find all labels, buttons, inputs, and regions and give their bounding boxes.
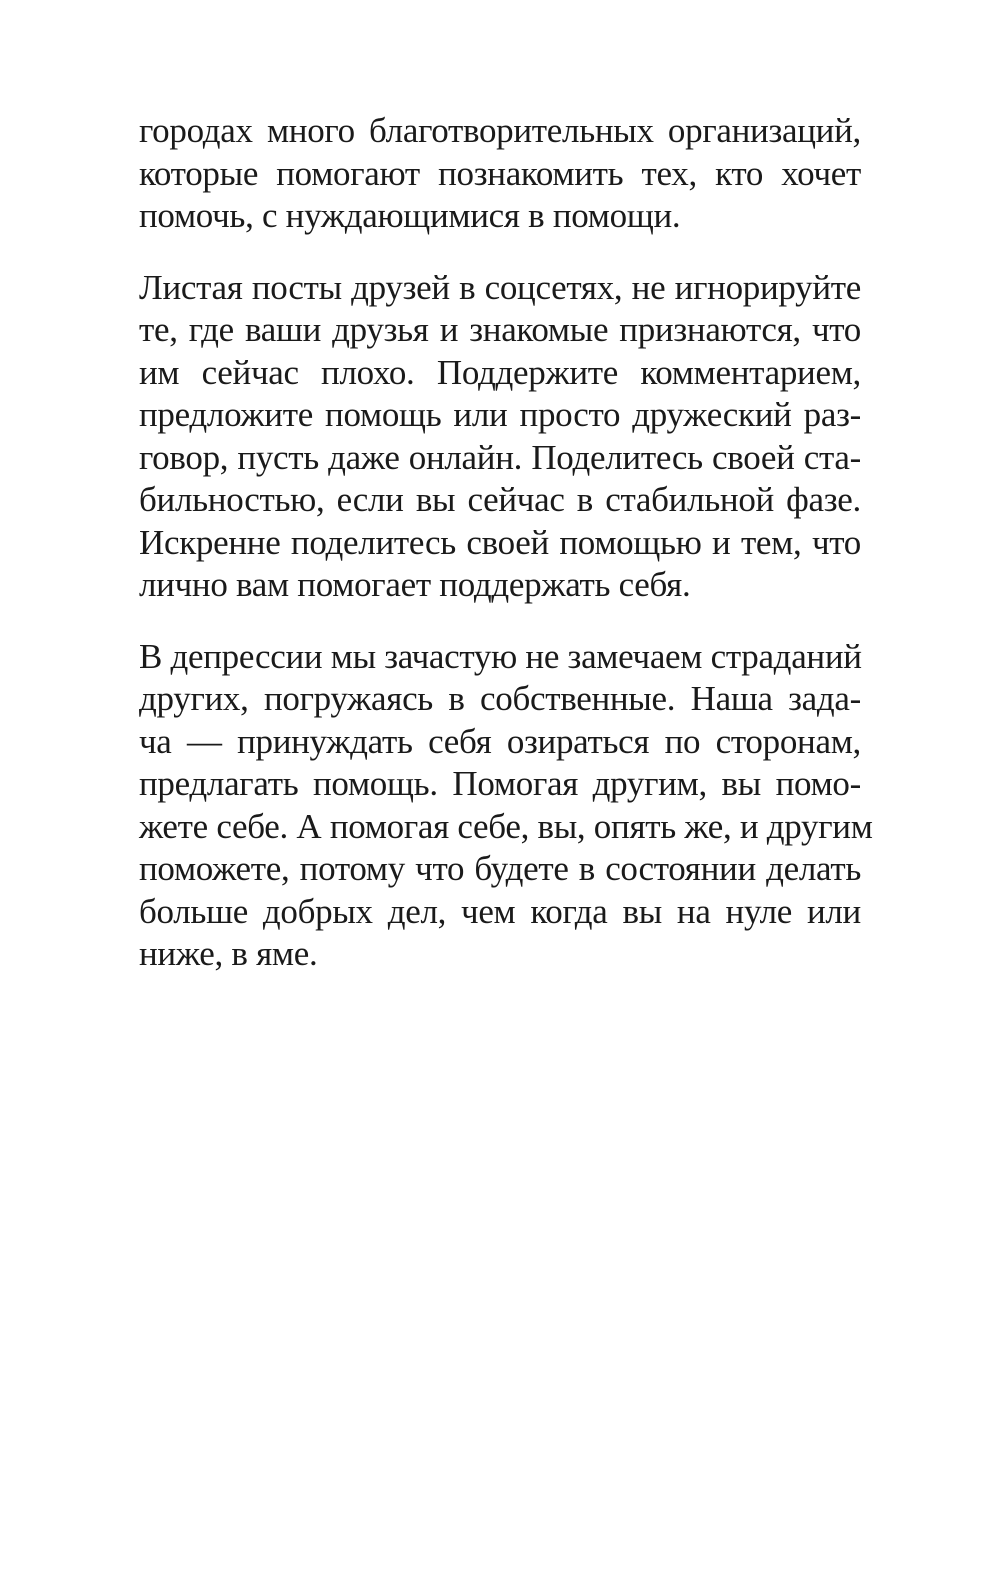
text-line: больше добрых дел, чем когда вы на нуле или <box>139 891 861 931</box>
text-line: им сейчас плохо. Поддержите комментарием, <box>139 352 861 392</box>
text-line: говор, пусть даже онлайн. Поделитесь своей ста- <box>139 437 861 477</box>
body-text <box>139 110 873 1005</box>
text-line: лично вам помогает поддержать себя. <box>139 565 691 604</box>
paragraph-3 <box>139 636 873 976</box>
text-line: ча — принуждать себя озираться по сторонам, <box>139 721 861 761</box>
text-line: Листая посты друзей в соцсетях, не игнорируйте <box>139 267 861 307</box>
text-line: городах много благотворительных организаций, <box>139 111 861 150</box>
text-line: те, где ваши друзья и знакомые признаются, что <box>139 310 861 349</box>
text-line: поможете, потому что будете в состоянии делать <box>139 849 861 888</box>
text-line: Искренне поделитесь своей помощью и тем, что <box>139 522 861 562</box>
text-line: В депрессии мы зачастую не замечаем страданий <box>139 636 862 676</box>
text-line: жете себе. А помогая себе, вы, опять же, и другим <box>139 806 873 846</box>
text-line: других, погружаясь в собственные. Наша зада- <box>139 679 861 718</box>
text-line: бильностью, если вы сейчас в стабильной фазе. <box>139 480 861 519</box>
paragraph-1 <box>139 110 861 238</box>
text-line: предлагать помощь. Помогая другим, вы помо- <box>139 764 861 803</box>
text-line: которые помогают познакомить тех, кто хочет <box>139 153 861 193</box>
paragraph-2 <box>139 267 861 607</box>
text-line: предложите помощь или просто дружеский раз- <box>139 395 861 434</box>
text-line: помочь, с нуждающимися в помощи. <box>139 196 681 235</box>
text-line: ниже, в яме. <box>139 934 318 973</box>
